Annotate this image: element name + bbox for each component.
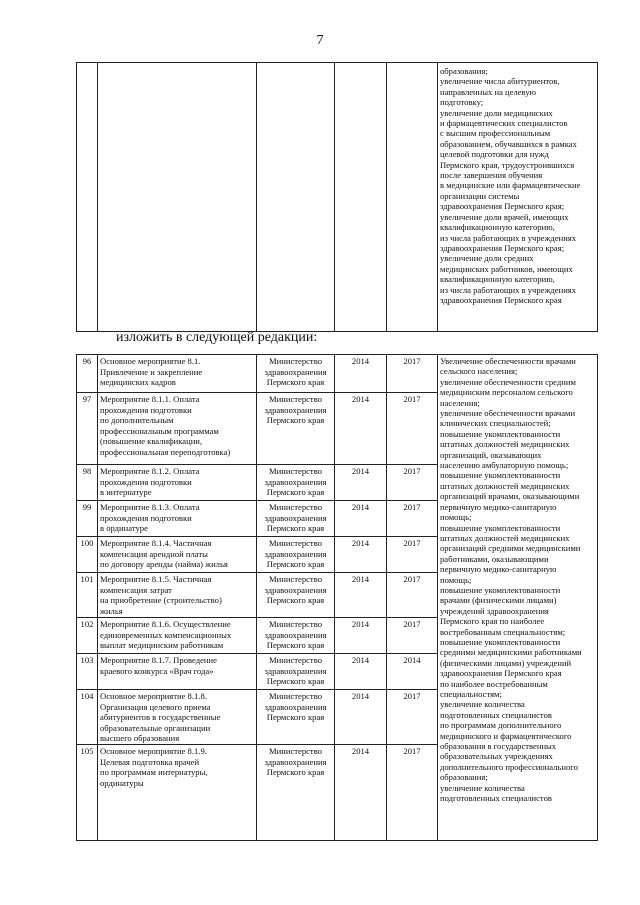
- cell-name: [98, 393, 257, 465]
- cell-start-text: 2014: [351, 356, 370, 366]
- cell-executor: [257, 355, 335, 393]
- cell-end-text: 2017: [403, 745, 421, 756]
- cell-num-text: 102: [80, 619, 94, 629]
- cell-name: [98, 654, 257, 690]
- cell-executor-text: Министерство здравоохранения Пермского края: [264, 538, 327, 570]
- cell-end: [387, 355, 438, 393]
- cell-num-text: 101: [80, 574, 94, 584]
- cell-num-text: 100: [80, 538, 94, 548]
- cell-num: [77, 501, 98, 537]
- cell-executor-text: Министерство здравоохранения Пермского края: [264, 619, 327, 651]
- cell-start: [335, 618, 387, 654]
- cell-start: [335, 573, 387, 618]
- cell-executor: [257, 618, 335, 654]
- cell-start-text: 2014: [351, 466, 370, 476]
- cell-num-text: 105: [80, 745, 94, 756]
- cell-num: [77, 744, 98, 840]
- cell-num-text: 96: [82, 356, 92, 366]
- cell-executor-text: Министерство здравоохранения Пермского края: [264, 356, 327, 388]
- cell-start: [335, 690, 387, 745]
- cell-executor-text: Министерство здравоохранения Пермского края: [264, 466, 327, 498]
- cell-num: [77, 355, 98, 393]
- cell-executor: [257, 573, 335, 618]
- page-number: 7: [316, 33, 324, 48]
- cell-end: [387, 690, 438, 745]
- cell-end-text: 2017: [403, 466, 421, 476]
- section-heading: изложить в следующей редакции:: [116, 330, 318, 345]
- cell-start-text: 2014: [351, 394, 370, 404]
- continuation-table: [76, 62, 598, 332]
- cell-name: [98, 355, 257, 393]
- cell-name-text: Основное мероприятие 8.1.9. Целевая подготовка врачей по программам интернатуры, ординатуры: [100, 745, 208, 788]
- table-row: [77, 63, 598, 332]
- cell-start: [335, 537, 387, 573]
- cell-executor: [257, 690, 335, 745]
- cell-end-text: 2017: [403, 619, 421, 629]
- cell-end: [387, 744, 438, 840]
- cell-end-text: 2017: [403, 356, 421, 366]
- cell-start-text: 2014: [351, 538, 370, 548]
- cell-executor: [257, 63, 335, 332]
- cell-num: [77, 393, 98, 465]
- cell-name-text: Мероприятие 8.1.3. Оплата прохождения подготовки в ординатуре: [100, 502, 200, 534]
- cell-end-text: 2017: [403, 574, 421, 584]
- cell-end-text: 2017: [403, 394, 421, 404]
- cell-executor: [257, 744, 335, 840]
- cell-start: [335, 355, 387, 393]
- cell-executor: [257, 465, 335, 501]
- cell-end: [387, 654, 438, 690]
- cell-name-text: Мероприятие 8.1.2. Оплата прохождения подготовки в интернатуре: [100, 466, 200, 498]
- cell-executor: [257, 654, 335, 690]
- cell-end: [387, 63, 438, 332]
- results-text: Увеличение обеспеченности врачами сельского населения; увеличение обеспеченности средним медицинским персоналом сельского населения; увеличение обеспеченности врачами клинических специальностей; повышение укомплектованности штатных должностей медицинских организаций, оказывающих населению амбулаторную помощь; повышение укомплектованности штатных должностей медицинских организаций врачами, оказывающими первичную медико-санитарную помощь; повышение укомплектованности штатных должностей медицинских организаций средними медицинскими работниками, оказывающими первичную медико-санитарную помощь; повышение укомплектованности врачами (физическими лицами) учреждений здравоохранения Пермского края по наиболее востребованным специальностям; повышение укомплектованности средними медицинскими работниками (физическими лицами) учреждений здравоохранения Пермского края по наиболее востребованным специальностям; увеличение количества подготовленных специалистов по программам дополнительного медицинского и фармацевтического образования в государственных образовательных учреждениях дополнительного профессионального образования; увеличение количества подготовленных специалистов: [440, 356, 582, 804]
- cell-executor-text: Министерство здравоохранения Пермского края: [264, 394, 327, 426]
- cell-name: [98, 537, 257, 573]
- cell-end-text: 2017: [403, 502, 421, 512]
- cell-num: [77, 63, 98, 332]
- cell-num-text: 97: [82, 394, 92, 404]
- cell-end-text: 2014: [403, 655, 421, 665]
- cell-results: [438, 355, 598, 841]
- cell-start-text: 2014: [351, 574, 370, 584]
- cell-end: [387, 465, 438, 501]
- cell-executor-text: Министерство здравоохранения Пермского края: [264, 655, 327, 687]
- cell-num: [77, 618, 98, 654]
- cell-start-text: 2014: [351, 619, 370, 629]
- table-row: [77, 355, 598, 393]
- cell-results: [438, 63, 598, 332]
- cell-start: [335, 393, 387, 465]
- cell-executor: [257, 393, 335, 465]
- cell-name-text: Мероприятие 8.1.7. Проведение краевого конкурса «Врач года»: [100, 655, 217, 676]
- cell-name-text: Основное мероприятие 8.1.8. Организация целевого приема абитуриентов в государственные образовательные организации высшего образования: [100, 691, 221, 744]
- cell-num-text: 104: [80, 691, 94, 701]
- cell-start: [335, 501, 387, 537]
- cell-name: [98, 63, 257, 332]
- results-text: образования; увеличение числа абитуриентов, направленных на целевую подготовку; увеличение доли медицинских и фармацевтических специалистов с высшим профессиональным образованием, обучавшихся в рамках целевой подготовки для нужд Пермского края, трудоустроившихся после завершения обучения в медицинские или фармацевтические организации системы здравоохранения Пермского края; увеличение доли врачей, имеющих квалификационную категорию, из числа работающих в учреждениях здравоохранения Пермского края; увеличение доли средних медицинских работников, имеющих квалификационную категорию, из числа работающих в учреждениях здравоохранения Пермского края: [440, 66, 581, 305]
- cell-executor-text: Министерство здравоохранения Пермского края: [264, 691, 327, 723]
- cell-start: [335, 744, 387, 840]
- cell-num-text: 103: [80, 655, 94, 665]
- cell-executor-text: Министерство здравоохранения Пермского края: [264, 502, 327, 534]
- cell-name: [98, 501, 257, 537]
- cell-num: [77, 573, 98, 618]
- cell-end: [387, 618, 438, 654]
- cell-name-text: Мероприятие 8.1.5. Частичная компенсация затрат на приобретение (строительство) жилья: [100, 574, 222, 616]
- cell-num: [77, 537, 98, 573]
- cell-start-text: 2014: [351, 502, 370, 512]
- cell-name: [98, 744, 257, 840]
- cell-start: [335, 465, 387, 501]
- cell-name: [98, 618, 257, 654]
- cell-num: [77, 465, 98, 501]
- cell-executor-text: Министерство здравоохранения Пермского края: [264, 574, 327, 606]
- cell-name-text: Основное мероприятие 8.1. Привлечение и закрепление медицинских кадров: [100, 356, 203, 388]
- cell-start: [335, 63, 387, 332]
- cell-start-text: 2014: [351, 691, 370, 701]
- cell-executor: [257, 501, 335, 537]
- cell-name-text: Мероприятие 8.1.6. Осуществление единовременных компенсационных выплат медицинским работникам: [100, 619, 232, 651]
- cell-num-text: 99: [82, 502, 92, 512]
- cell-name: [98, 690, 257, 745]
- cell-name: [98, 573, 257, 618]
- cell-executor-text: Министерство здравоохранения Пермского края: [264, 745, 327, 778]
- cell-end-text: 2017: [403, 691, 421, 701]
- cell-start-text: 2014: [351, 745, 370, 756]
- cell-name-text: Мероприятие 8.1.4. Частичная компенсация арендной платы по договору аренды (найма) жилья: [100, 538, 228, 570]
- cell-start: [335, 654, 387, 690]
- cell-end: [387, 573, 438, 618]
- cell-end: [387, 537, 438, 573]
- cell-num: [77, 690, 98, 745]
- cell-end: [387, 393, 438, 465]
- cell-num-text: 98: [82, 466, 92, 476]
- cell-name: [98, 465, 257, 501]
- cell-end-text: 2017: [403, 538, 421, 548]
- measures-table: [76, 354, 598, 841]
- cell-name-text: Мероприятие 8.1.1. Оплата прохождения подготовки по дополнительным профессиональным программам (повышение квалификации, профессиональная переподготовка): [100, 394, 231, 457]
- cell-end: [387, 501, 438, 537]
- cell-num: [77, 654, 98, 690]
- cell-start-text: 2014: [351, 655, 370, 665]
- cell-executor: [257, 537, 335, 573]
